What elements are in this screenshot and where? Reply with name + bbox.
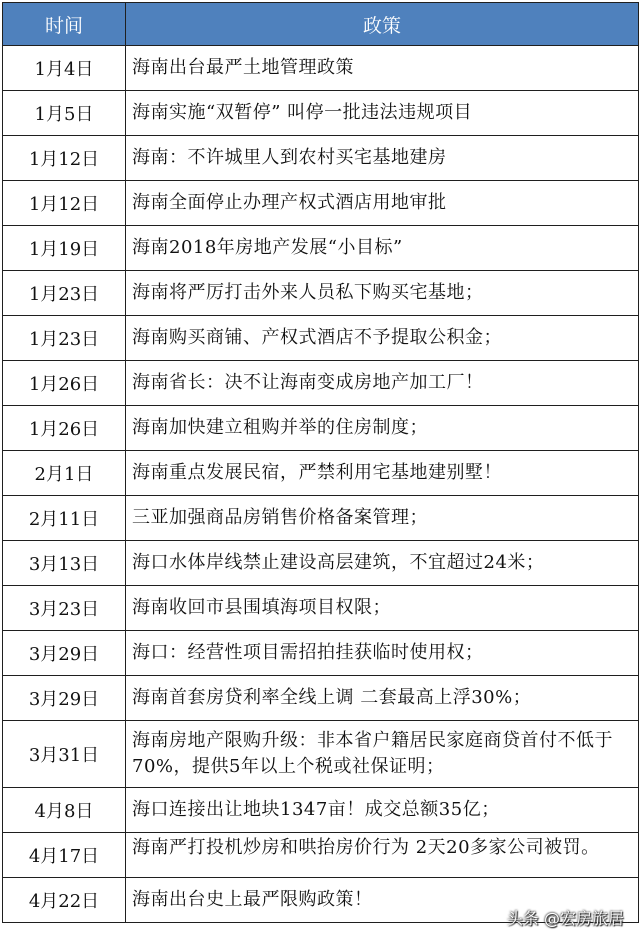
table-row [3,361,639,406]
date-cell: 1月5日 [3,91,126,136]
table-row [3,496,639,541]
policy-cell: 海南省长：决不让海南变成房地产加工厂！ [126,361,639,406]
policy-cell: 海南收回市县围填海项目权限； [126,586,639,631]
watermark-logo: 头条 @宏房旅居 [506,909,624,928]
table-row [3,676,639,721]
date-cell: 1月26日 [3,406,126,451]
date-cell: 1月23日 [3,271,126,316]
policy-cell: 海南出台史上最严限购政策！ [126,878,639,923]
date-cell: 3月23日 [3,586,126,631]
policy-text: 海南严打投机炒房和哄抬房价行为 2天20多家公司被罚。 [132,837,600,858]
table-header-row [3,3,639,46]
table-row [3,406,639,451]
policy-cell: 海口连接出让地块1347亩！成交总额35亿； [126,788,639,833]
table-row [3,91,639,136]
policy-cell: 海南房地产限购升级：非本省户籍居民家庭商贷首付不低于70%，提供5年以上个税或社保证明； [126,721,639,788]
date-cell: 3月29日 [3,676,126,721]
date-cell: 1月26日 [3,361,126,406]
table-row [3,316,639,361]
date-cell: 3月31日 [3,721,126,788]
table-row [3,833,639,878]
date-cell: 1月12日 [3,136,126,181]
table-row [3,226,639,271]
date-cell: 1月23日 [3,316,126,361]
policy-cell: 海口：经营性项目需招拍挂获临时使用权； [126,631,639,676]
table-row [3,788,639,833]
table-row [3,721,639,788]
date-cell: 3月13日 [3,541,126,586]
policy-cell: 海南重点发展民宿，严禁利用宅基地建别墅！ [126,451,639,496]
policy-cell: 海南实施“双暂停” 叫停一批违法违规项目 [126,91,639,136]
table-row [3,541,639,586]
date-cell: 4月22日 [3,878,126,923]
policy-cell: 海南将严厉打击外来人员私下购买宅基地； [126,271,639,316]
policy-cell: 海南购买商铺、产权式酒店不予提取公积金； [126,316,639,361]
policy-cell: 海南2018年房地产发展“小目标” [126,226,639,271]
policy-cell: 海口水体岸线禁止建设高层建筑，不宜超过24米； [126,541,639,586]
header-policy: 政策 [126,3,639,46]
table-row [3,451,639,496]
date-cell: 3月29日 [3,631,126,676]
policy-cell: 海南：不许城里人到农村买宅基地建房 [126,136,639,181]
date-cell: 1月4日 [3,46,126,91]
policy-cell: 海南加快建立租购并举的住房制度； [126,406,639,451]
header-date: 时间 [3,3,126,46]
policy-cell: 三亚加强商品房销售价格备案管理； [126,496,639,541]
table-row [3,586,639,631]
table-row [3,46,639,91]
table-row [3,271,639,316]
date-cell: 2月1日 [3,451,126,496]
policy-cell: 海南出台最严土地管理政策 [126,46,639,91]
date-cell: 1月12日 [3,181,126,226]
table-row [3,631,639,676]
table-row [3,136,639,181]
policy-cell: 海南全面停止办理产权式酒店用地审批 [126,181,639,226]
policy-cell: 海南首套房贷利率全线上调 二套最高上浮30%； [126,676,639,721]
policy-table [2,2,639,923]
date-cell: 1月19日 [3,226,126,271]
policy-cell [126,833,639,878]
table-row [3,181,639,226]
date-cell: 2月11日 [3,496,126,541]
date-cell: 4月8日 [3,788,126,833]
date-cell: 4月17日 [3,833,126,878]
